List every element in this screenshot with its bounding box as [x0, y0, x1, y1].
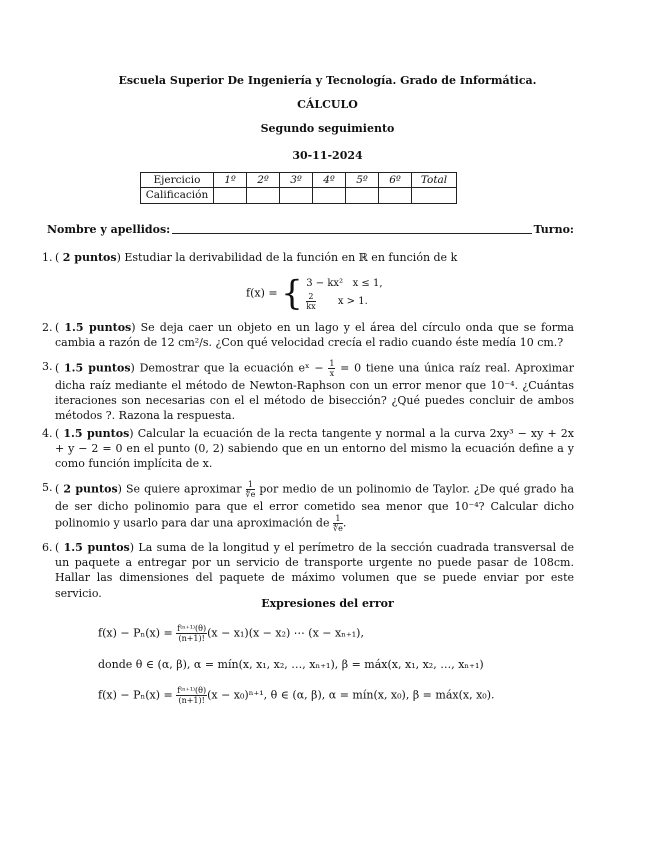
inline-fraction: $\frac{1}{∜e}$: [332, 514, 343, 534]
grades-score-cell: [280, 188, 313, 203]
question-text: Estudiar la derivabilidad de la función en ℝ en función de k: [124, 251, 458, 264]
inline-fraction: $\frac{1}{x}$: [329, 359, 335, 378]
question-text: Se quiere aproximar: [125, 482, 246, 496]
grades-header-cell: 1º: [214, 173, 247, 188]
name-blank: [172, 233, 531, 234]
question-number: 4.: [42, 427, 53, 440]
grades-score-cell: [412, 188, 457, 203]
question-points: 1.5 puntos: [64, 321, 132, 334]
name-label: Nombre y apellidos:: [47, 223, 171, 236]
error-fraction: $\frac{\text{f⁽ⁿ⁺¹⁾(θ)}}{(n+1)!}$: [177, 624, 207, 643]
question-1: 1. ( 2 puntos) Estudiar la derivabilidad de la función en ℝ en función de k: [42, 251, 458, 264]
piecewise-cases: [306, 276, 382, 311]
question-number: 2.: [42, 321, 53, 334]
question-text: Calcular la ecuación de la recta tangente y normal a la curva 2xy³ − xy + 2x + y − 2 = 0 en el punto (0, 2) sabiendo que en un entorno del mismo la ecuación define a y como función implícita de x.: [55, 427, 574, 471]
grades-score-cell: [313, 188, 346, 203]
question-number: 5.: [42, 481, 53, 494]
inline-fraction: $\frac{1}{∜e}$: [245, 480, 256, 499]
question-number: 3.: [42, 360, 53, 373]
grades-header-cell: 5º: [346, 173, 379, 188]
piecewise-lhs: f(x) =: [246, 286, 278, 300]
error-formula-1: f(x) − Pₙ(x) = $\frac{\text{f⁽ⁿ⁺¹⁾(θ)}}{(n+1)!}$ (x − x₁)(x − x₂) ⋯ (x − xₙ₊₁),: [98, 624, 364, 643]
name-line: [47, 222, 574, 237]
error-formula-3: f(x) − Pₙ(x) = $\frac{\text{f⁽ⁿ⁺¹⁾(θ)}}{(n+1)!}$ (x − x₀)ⁿ⁺¹, θ ∈ (α, β), α = mín(x, x₀), β = máx(x, x₀).: [98, 686, 495, 705]
case2-cond: x > 1.: [337, 296, 368, 307]
grades-score-label: Calificación: [141, 188, 214, 203]
question-6: 6. ( 1.5 puntos) La suma de la longitud y el perímetro de la sección cuadrada transversal de un paquete a entregar por un servicio de transporte urgente no puede pasar de 108cm. Hallar las dimensiones del paquete de máximo volumen que se puede enviar por este servicio.: [42, 541, 574, 600]
exam-subtitle: Segundo seguimiento: [260, 122, 395, 135]
grades-table: [140, 172, 457, 204]
question-points: 2 puntos: [62, 251, 117, 264]
piecewise-brace: {: [281, 273, 303, 314]
question-text-cont: = 0 tiene una única raíz real. Aproximar dicha raíz mediante el método de Newton-Raphson con un error menor que 10⁻⁴. ¿Cuántas iteraciones son necesarias con el el método de bisección? ¿Qué puedes concluir de ambos métodos ?. Razona la respuesta.: [55, 361, 575, 423]
grades-header-cell: 6º: [379, 173, 412, 188]
question-text-cont: por medio de un polinomio de Taylor. ¿De qué grado ha de ser dicho polinomio para que el error cometido sea menor que 10⁻⁴? Calcular dicho polinomio y usarlo para dar una aproximación de: [55, 482, 575, 530]
question-3: 3. ( 1.5 puntos) Demostrar que la ecuación eˣ − $\frac{1}{x}$ = 0 tiene una única raíz real. Aproximar dicha raíz mediante el método de Newton-Raphson con un error menor que 10⁻⁴. ¿Cuántas iteraciones son necesarias con el el método de bisección? ¿Qué puedes concluir de ambos métodos ?. Razona la respuesta.: [42, 359, 575, 423]
question-2: 2. ( 1.5 puntos) Se deja caer un objeto en un lago y el área del círculo onda que se forma cambia a razón de 12 cm²/s. ¿Con qué velocidad crecía el radio cuando éste medía 10 cm.?: [42, 321, 574, 350]
question-4: 4. ( 1.5 puntos) Calcular la ecuación de la recta tangente y normal a la curva 2xy³ − xy + 2x + y − 2 = 0 en el punto (0, 2) sabiendo que en un entorno del mismo la ecuación define a y como función implícita de x.: [42, 427, 574, 471]
case1-expr: 3 − kx²: [306, 278, 344, 289]
question-5: 5. ( 2 puntos) Se quiere aproximar $\frac{1}{∜e}$ por medio de un polinomio de Taylor. ¿De qué grado ha de ser dicho polinomio para que el error cometido sea menor que 10⁻⁴? Calcular dicho polinomio y usarlo para dar una aproximación de $\frac{1}{∜e}$ .: [42, 480, 575, 534]
error-fraction: $\frac{\text{f⁽ⁿ⁺¹⁾(θ)}}{(n+1)!}$: [177, 686, 207, 705]
question-points: 2 puntos: [63, 482, 118, 496]
question-text: Se deja caer un objeto en un lago y el área del círculo onda que se forma cambia a razón de 12 cm²/s. ¿Con qué velocidad crecía el radio cuando éste medía 10 cm.?: [55, 321, 574, 350]
case1-cond: x ≤ 1,: [352, 278, 383, 289]
grades-score-cell: [247, 188, 280, 203]
piecewise-function: [246, 273, 383, 314]
error-section-title: Expresiones del error: [261, 597, 394, 610]
question-points: 1.5 puntos: [64, 361, 131, 375]
grades-header-cell: 2º: [247, 173, 280, 188]
question-number: 1.: [42, 251, 53, 264]
school-heading: Escuela Superior De Ingeniería y Tecnología. Grado de Informática.: [118, 74, 537, 87]
question-points: 1.5 puntos: [63, 541, 130, 554]
grades-score-row: [141, 188, 457, 203]
course-title: CÁLCULO: [297, 98, 358, 111]
question-number: 6.: [42, 541, 53, 554]
grades-header-row: [141, 173, 457, 188]
grades-score-cell: [214, 188, 247, 203]
question-text: Demostrar que la ecuación eˣ −: [139, 361, 329, 375]
question-points: 1.5 puntos: [63, 427, 130, 440]
grades-header-cell: 4º: [313, 173, 346, 188]
exam-date: 30-11-2024: [292, 149, 363, 162]
grades-score-cell: [379, 188, 412, 203]
case2-frac: $\frac{2}{kx}$: [306, 292, 316, 311]
grades-header-cell: Ejercicio: [141, 173, 214, 188]
grades-header-cell: Total: [412, 173, 457, 188]
question-text: La suma de la longitud y el perímetro de la sección cuadrada transversal de un paquete a entregar por un servicio de transporte urgente no puede pasar de 108cm. Hallar las dimensiones del paquete de máximo volumen que se puede enviar por este servicio.: [55, 541, 574, 600]
error-formula-2: donde θ ∈ (α, β), α = mín(x, x₁, x₂, …, xₙ₊₁), β = máx(x, x₁, x₂, …, xₙ₊₁): [98, 658, 484, 671]
grades-header-cell: 3º: [280, 173, 313, 188]
grades-score-cell: [346, 188, 379, 203]
turn-label: Turno:: [533, 223, 574, 236]
question-text-end: .: [342, 516, 347, 530]
